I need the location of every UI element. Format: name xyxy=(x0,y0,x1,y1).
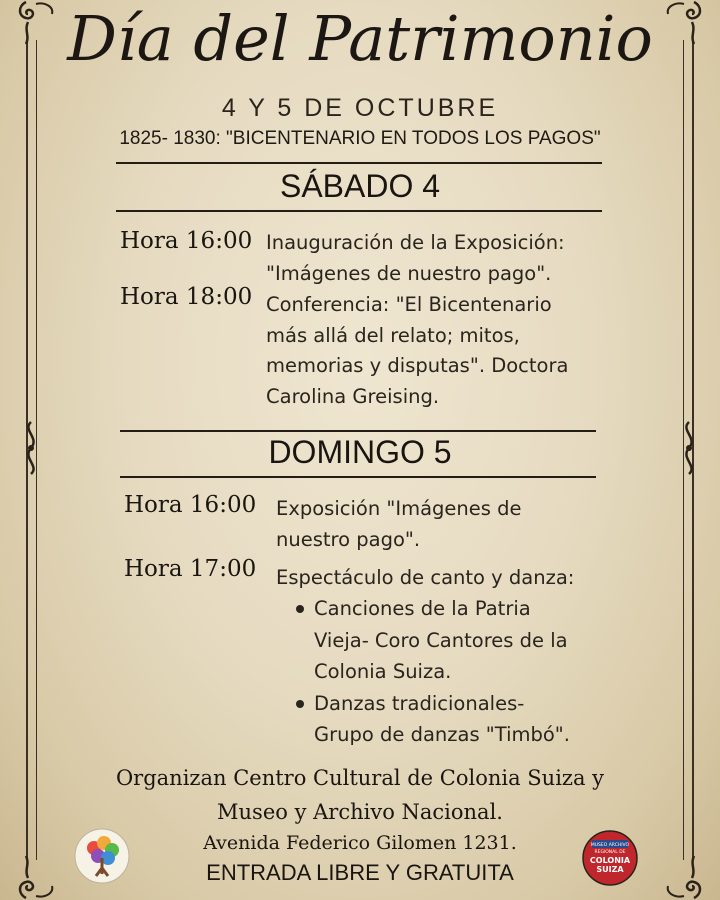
event-description xyxy=(266,290,568,412)
list-item-line: Danzas tradicionales- xyxy=(314,691,525,715)
poster-subtitle: 1825- 1830: "BICENTENARIO EN TODOS LOS PAGOS" xyxy=(119,128,601,149)
list-item-line: Grupo de danzas "Timbó". xyxy=(314,723,570,746)
list-item xyxy=(276,688,570,751)
list-item-line: Canciones de la Patria xyxy=(314,597,531,620)
organizers-line: Museo y Archivo Nacional. xyxy=(217,800,503,824)
logo-text: COLONIA xyxy=(589,856,631,865)
museum-logo-icon xyxy=(582,830,638,886)
divider xyxy=(120,430,596,432)
description-line: Inauguración de la Exposición: xyxy=(266,231,565,254)
list-item-line: Vieja- Coro Cantores de la xyxy=(314,628,568,652)
event-description xyxy=(266,228,565,289)
description-line: Carolina Greising. xyxy=(266,384,440,408)
description-line: nuestro pago". xyxy=(276,527,421,551)
event-description xyxy=(276,563,574,594)
event-time: Hora 18:00 xyxy=(120,284,253,310)
logo-text: SUIZA xyxy=(596,865,624,874)
day-heading-sunday: DOMINGO 5 xyxy=(268,434,452,470)
entry-notice: ENTRADA LIBRE Y GRATUITA xyxy=(206,860,514,885)
activity-list xyxy=(276,593,570,751)
logo-text: REGIONAL DE xyxy=(594,850,626,855)
bullet-icon xyxy=(296,605,304,613)
divider xyxy=(116,162,602,164)
description-line: memorias y disputas". Doctora xyxy=(266,354,569,377)
tree-logo-icon xyxy=(74,828,130,884)
bullet-icon xyxy=(296,700,304,708)
organizers-line: Organizan Centro Cultural de Colonia Suiza y xyxy=(115,766,605,790)
event-time: Hora 17:00 xyxy=(124,556,257,582)
description-line: más allá del relato; mitos, xyxy=(266,323,520,347)
description-line: Exposición "Imágenes de xyxy=(276,497,522,520)
description-line: Espectáculo de canto y danza: xyxy=(276,566,575,589)
divider xyxy=(116,210,602,212)
day-heading-saturday: SÁBADO 4 xyxy=(279,168,441,204)
address: Avenida Federico Gilomen 1231. xyxy=(203,832,517,854)
event-description xyxy=(276,494,522,555)
event-time: Hora 16:00 xyxy=(124,492,257,518)
logo-text: MUSEO ARCHIVO xyxy=(590,843,630,848)
description-line: "Imágenes de nuestro pago". xyxy=(266,261,552,285)
poster-title: Día del Patrimonio xyxy=(67,2,653,75)
event-time: Hora 16:00 xyxy=(120,228,253,254)
event-dates: 4 Y 5 DE OCTUBRE xyxy=(221,94,499,122)
list-item-line: Colonia Suiza. xyxy=(314,660,452,683)
description-line: Conferencia: "El Bicentenario xyxy=(266,293,552,316)
divider xyxy=(120,476,596,478)
list-item xyxy=(276,593,570,688)
